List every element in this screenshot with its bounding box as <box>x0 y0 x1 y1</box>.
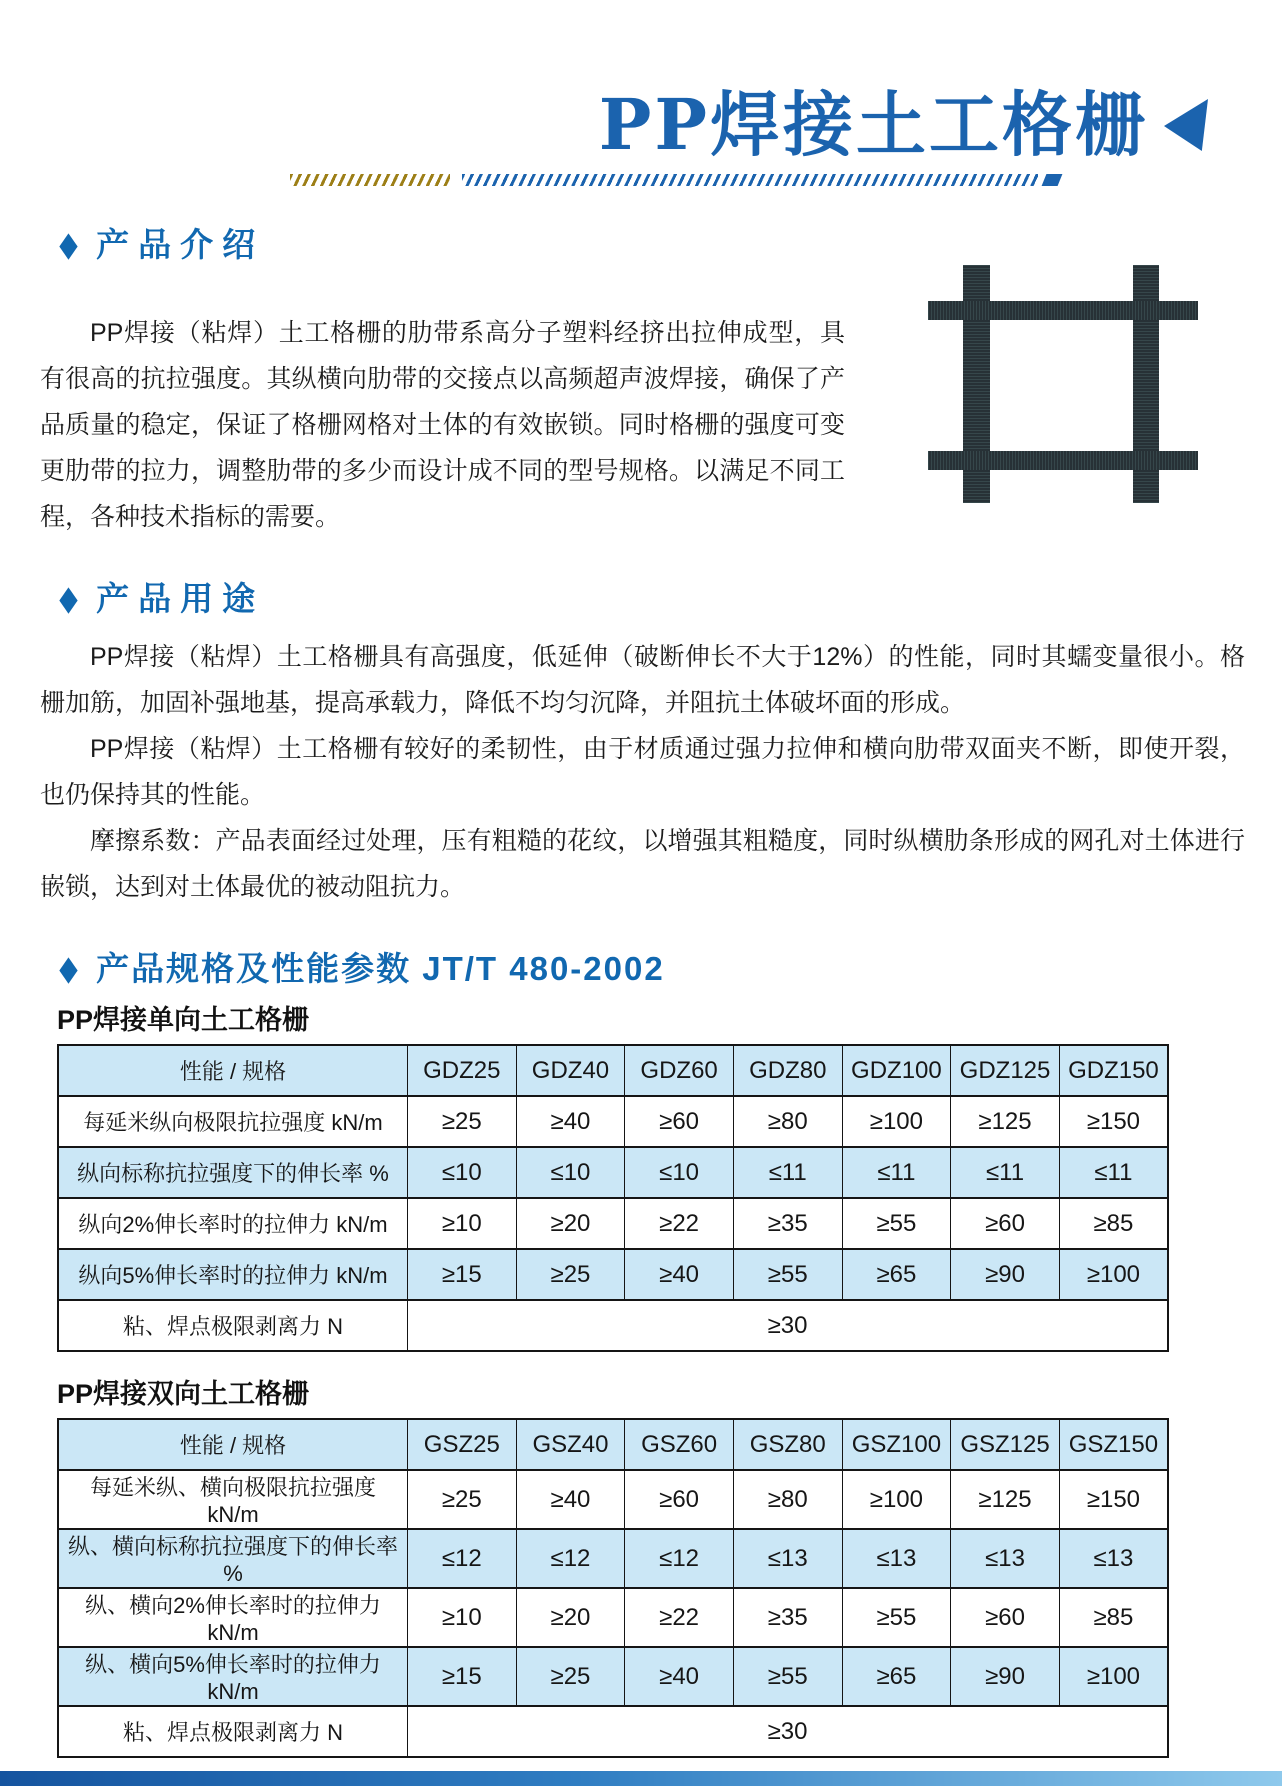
column-header-cell: GDZ100 <box>842 1045 951 1096</box>
table-row <box>58 1198 1168 1249</box>
stripe-end-wedge <box>1042 174 1063 186</box>
diamond-icon: ◆ <box>59 949 78 988</box>
corner-header-cell: 性能 / 规格 <box>58 1045 408 1096</box>
page-header <box>0 0 1282 186</box>
column-header-cell: GDZ60 <box>625 1045 734 1096</box>
section-heading-intro <box>57 222 1282 268</box>
value-cell: ≥55 <box>842 1588 951 1647</box>
value-cell: ≤11 <box>842 1147 951 1198</box>
value-cell: ≥25 <box>408 1096 517 1147</box>
hatch-stripe-blue <box>462 174 1038 186</box>
diamond-icon: ◆ <box>59 225 78 264</box>
column-header-cell: GSZ40 <box>516 1419 625 1470</box>
value-cell: ≥65 <box>842 1647 951 1706</box>
value-cell: ≥60 <box>625 1470 734 1529</box>
diamond-icon: ◆ <box>59 579 78 618</box>
section-title: 产品规格及性能参数 JT/T 480-2002 <box>96 950 665 987</box>
column-header-cell: GDZ40 <box>516 1045 625 1096</box>
geogrid-bar <box>928 451 1198 470</box>
value-cell: ≥10 <box>408 1198 517 1249</box>
hatch-stripe-gold <box>290 174 450 186</box>
section-heading-specs <box>57 946 1282 992</box>
row-label-cell: 粘、焊点极限剥离力 N <box>58 1300 408 1351</box>
value-cell: ≥150 <box>1059 1096 1168 1147</box>
section-heading-uses <box>57 576 1282 622</box>
table-row <box>58 1647 1168 1706</box>
value-cell: ≥40 <box>516 1470 625 1529</box>
uses-paragraphs <box>0 634 1282 910</box>
row-label-cell: 粘、焊点极限剥离力 N <box>58 1706 408 1757</box>
value-cell: ≥10 <box>408 1588 517 1647</box>
column-header-cell: GDZ25 <box>408 1045 517 1096</box>
row-label-cell: 纵向标称抗拉强度下的伸长率 % <box>58 1147 408 1198</box>
value-cell: ≤13 <box>951 1529 1060 1588</box>
row-label-cell: 纵、横向标称抗拉强度下的伸长率 % <box>58 1529 408 1588</box>
intro-paragraph: PP焊接（粘焊）土工格栅的肋带系高分子塑料经挤出拉伸成型，具有很高的抗拉强度。其纵横向肋带的交接点以高频超声波焊接，确保了产品质量的稳定，保证了格栅网格对土体的有效嵌锁。同时格栅的强度可变更肋带的拉力，调整肋带的多少而设计成不同的型号规格。以满足不同工程，各种技术指标的需要。 <box>40 319 845 531</box>
uses-paragraph: PP焊接（粘焊）土工格栅有较好的柔韧性，由于材质通过强力拉伸和横向肋带双面夹不断，即使开裂，也仍保持其的性能。 <box>40 735 1245 809</box>
value-cell: ≥90 <box>951 1249 1060 1300</box>
row-label-cell: 每延米纵、横向极限抗拉强度 kN/m <box>58 1470 408 1529</box>
value-cell: ≥25 <box>408 1470 517 1529</box>
value-cell: ≥55 <box>733 1249 842 1300</box>
column-header-cell: GSZ25 <box>408 1419 517 1470</box>
merged-value-cell: ≥30 <box>408 1706 1169 1757</box>
value-cell: ≥35 <box>733 1198 842 1249</box>
value-cell: ≥100 <box>1059 1249 1168 1300</box>
value-cell: ≥125 <box>951 1096 1060 1147</box>
value-cell: ≤11 <box>733 1147 842 1198</box>
value-cell: ≥125 <box>951 1470 1060 1529</box>
row-label-cell: 纵、横向5%伸长率时的拉伸力 kN/m <box>58 1647 408 1706</box>
decorative-stripe <box>0 174 1208 186</box>
value-cell: ≥35 <box>733 1588 842 1647</box>
value-cell: ≥150 <box>1059 1470 1168 1529</box>
value-cell: ≥85 <box>1059 1588 1168 1647</box>
table-row <box>58 1529 1168 1588</box>
table-header-row <box>58 1419 1168 1470</box>
value-cell: ≤13 <box>1059 1529 1168 1588</box>
value-cell: ≥100 <box>842 1096 951 1147</box>
value-cell: ≥80 <box>733 1470 842 1529</box>
value-cell: ≥85 <box>1059 1198 1168 1249</box>
value-cell: ≥22 <box>625 1588 734 1647</box>
row-label-cell: 纵向5%伸长率时的拉伸力 kN/m <box>58 1249 408 1300</box>
value-cell: ≤13 <box>842 1529 951 1588</box>
value-cell: ≥20 <box>516 1198 625 1249</box>
column-header-cell: GSZ80 <box>733 1419 842 1470</box>
section-title: 产品介绍 <box>96 226 265 263</box>
value-cell: ≥22 <box>625 1198 734 1249</box>
value-cell: ≥20 <box>516 1588 625 1647</box>
value-cell: ≥15 <box>408 1249 517 1300</box>
value-cell: ≥100 <box>1059 1647 1168 1706</box>
page-title: PP焊接土工格栅 <box>598 83 1148 166</box>
merged-value-cell: ≥30 <box>408 1300 1169 1351</box>
geogrid-bar <box>928 301 1198 320</box>
table-row <box>58 1588 1168 1647</box>
value-cell: ≥60 <box>951 1588 1060 1647</box>
table-row <box>58 1249 1168 1300</box>
value-cell: ≤10 <box>625 1147 734 1198</box>
value-cell: ≥25 <box>516 1249 625 1300</box>
uses-paragraph: PP焊接（粘焊）土工格栅具有高强度，低延伸（破断伸长不大于12%）的性能，同时其蠕变量很小。格栅加筋，加固补强地基，提高承载力，降低不均匀沉降，并阻抗土体破坏面的形成。 <box>40 643 1245 717</box>
geogrid-photo <box>928 263 1198 505</box>
uniaxial-spec-table <box>57 1044 1169 1352</box>
value-cell: ≥65 <box>842 1249 951 1300</box>
footer-accent-bar <box>0 1771 1282 1786</box>
table-row <box>58 1470 1168 1529</box>
value-cell: ≥55 <box>733 1647 842 1706</box>
title-row <box>0 84 1208 166</box>
column-header-cell: GSZ125 <box>951 1419 1060 1470</box>
value-cell: ≤10 <box>408 1147 517 1198</box>
value-cell: ≥40 <box>625 1647 734 1706</box>
table-row <box>58 1096 1168 1147</box>
table-row <box>58 1300 1168 1351</box>
column-header-cell: GSZ100 <box>842 1419 951 1470</box>
table-header-row <box>58 1045 1168 1096</box>
table-row <box>58 1706 1168 1757</box>
row-label-cell: 每延米纵向极限抗拉强度 kN/m <box>58 1096 408 1147</box>
column-header-cell: GSZ60 <box>625 1419 734 1470</box>
value-cell: ≥40 <box>625 1249 734 1300</box>
value-cell: ≤12 <box>516 1529 625 1588</box>
column-header-cell: GDZ125 <box>951 1045 1060 1096</box>
value-cell: ≤11 <box>1059 1147 1168 1198</box>
value-cell: ≥60 <box>951 1198 1060 1249</box>
value-cell: ≥25 <box>516 1647 625 1706</box>
value-cell: ≤11 <box>951 1147 1060 1198</box>
section-title: 产品用途 <box>96 580 265 617</box>
row-label-cell: 纵、横向2%伸长率时的拉伸力 kN/m <box>58 1588 408 1647</box>
value-cell: ≥40 <box>516 1096 625 1147</box>
value-cell: ≤12 <box>408 1529 517 1588</box>
value-cell: ≥55 <box>842 1198 951 1249</box>
value-cell: ≥60 <box>625 1096 734 1147</box>
value-cell: ≤12 <box>625 1529 734 1588</box>
back-arrow-icon <box>1164 99 1208 151</box>
column-header-cell: GDZ150 <box>1059 1045 1168 1096</box>
table-caption-uniaxial: PP焊接单向土工格栅 <box>57 1005 310 1035</box>
uses-paragraph: 摩擦系数：产品表面经过处理，压有粗糙的花纹，以增强其粗糙度，同时纵横肋条形成的网孔对土体进行嵌锁，达到对土体最优的被动阻抗力。 <box>40 827 1245 901</box>
table-caption-biaxial: PP焊接双向土工格栅 <box>57 1379 310 1409</box>
value-cell: ≥15 <box>408 1647 517 1706</box>
biaxial-spec-table <box>57 1418 1169 1758</box>
column-header-cell: GDZ80 <box>733 1045 842 1096</box>
row-label-cell: 纵向2%伸长率时的拉伸力 kN/m <box>58 1198 408 1249</box>
corner-header-cell: 性能 / 规格 <box>58 1419 408 1470</box>
value-cell: ≥90 <box>951 1647 1060 1706</box>
table-row <box>58 1147 1168 1198</box>
value-cell: ≥100 <box>842 1470 951 1529</box>
value-cell: ≤13 <box>733 1529 842 1588</box>
value-cell: ≤10 <box>516 1147 625 1198</box>
column-header-cell: GSZ150 <box>1059 1419 1168 1470</box>
value-cell: ≥80 <box>733 1096 842 1147</box>
